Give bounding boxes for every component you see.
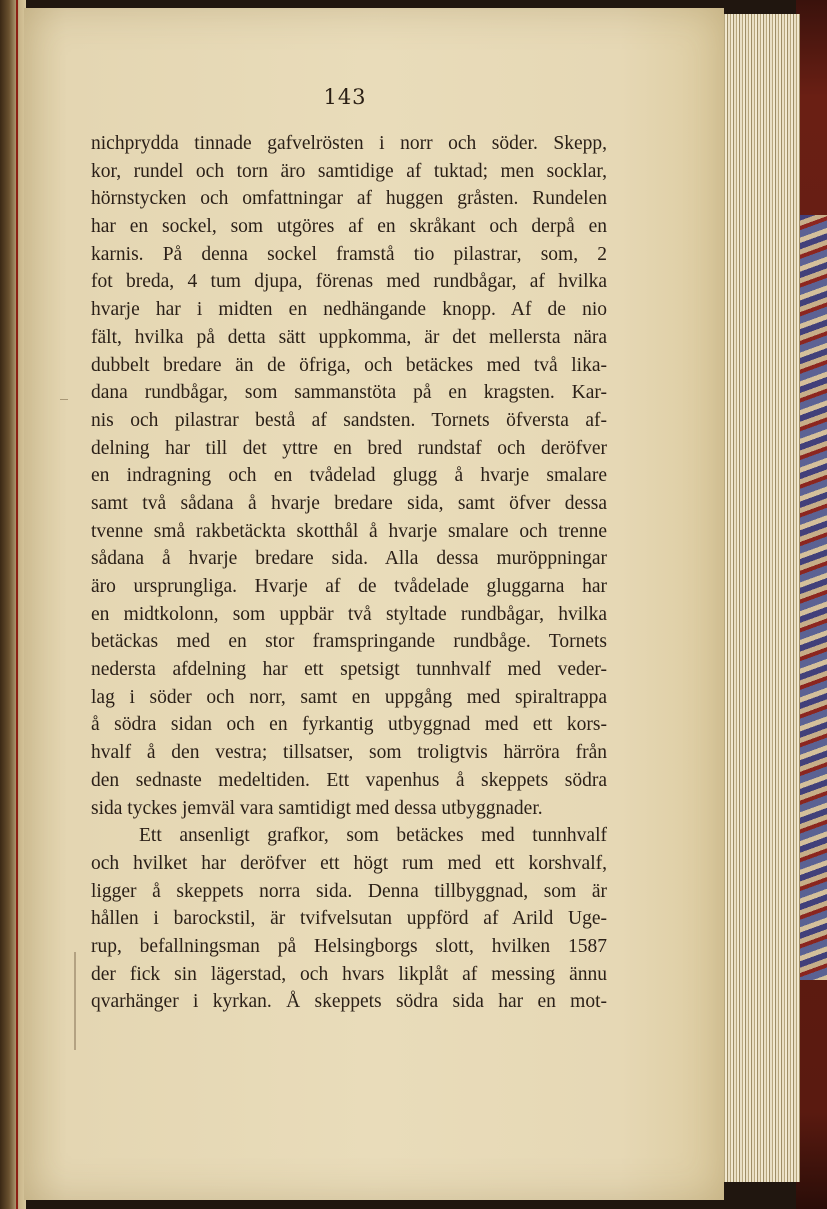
text-line: samt två sådana å hvarje bredare sida, samt öfver dessa bbox=[91, 492, 607, 514]
text-line: å södra sidan och en fyrkantig utbyggnad med ett kors- bbox=[91, 714, 607, 736]
text-line: nis och pilastrar bestå af sandsten. Tornets öfversta af- bbox=[91, 409, 607, 431]
text-line: fot breda, 4 tum djupa, förenas med rundbågar, af hvilka bbox=[91, 271, 607, 293]
text-line: och hvilket har deröfver ett högt rum med ett korshvalf, bbox=[91, 852, 607, 874]
text-line: ligger å skeppets norra sida. Denna tillbyggnad, som är bbox=[91, 880, 607, 902]
margin-mark bbox=[60, 399, 68, 400]
text-line: betäckas med en stor framspringande rundbåge. Tornets bbox=[91, 631, 607, 653]
text-line: sida tyckes jemväl vara samtidigt med dessa utbyggnader. bbox=[91, 797, 543, 819]
page-number: 143 bbox=[323, 85, 367, 109]
left-binding bbox=[0, 0, 26, 1209]
margin-line bbox=[74, 952, 76, 1050]
text-line: dana rundbågar, som sammanstöta på en kragsten. Kar- bbox=[91, 382, 607, 404]
text-line: dubbelt bredare än de öfriga, och betäckes med två lika- bbox=[91, 354, 607, 376]
text-line: sådana å hvarje bredare sida. Alla dessa muröppningar bbox=[91, 548, 607, 570]
text-line: der fick sin lägerstad, och hvars likplåt af messing ännu bbox=[91, 963, 607, 985]
text-line: hvalf å den vestra; tillsatser, som troligtvis härröra från bbox=[91, 742, 607, 764]
page-edges bbox=[722, 14, 800, 1182]
text-line: hvarje har i midten en nedhängande knopp. Af de nio bbox=[91, 299, 607, 321]
text-line: en indragning och en tvådelad glugg å hvarje smalare bbox=[91, 465, 607, 487]
text-line: nedersta afdelning har ett spetsigt tunnhvalf med veder- bbox=[91, 659, 607, 681]
marbled-edge bbox=[798, 215, 827, 980]
text-line: nichprydda tinnade gafvelrösten i norr och söder. Skepp, bbox=[91, 133, 607, 154]
text-line: qvarhänger i kyrkan. Å skeppets södra sida har en mot- bbox=[91, 991, 607, 1013]
text-line: hörnstycken och omfattningar af huggen gråsten. Rundelen bbox=[91, 188, 607, 210]
text-line: en midtkolonn, som uppbär två styltade rundbågar, hvilka bbox=[91, 603, 607, 625]
text-line: hållen i barockstil, är tvifvelsutan uppförd af Arild Uge- bbox=[91, 908, 607, 930]
text-line: den sednaste medeltiden. Ett vapenhus å skeppets södra bbox=[91, 769, 607, 791]
text-line: Ett ansenligt grafkor, som betäckes med tunnhvalf bbox=[139, 825, 607, 847]
text-line: kor, rundel och torn äro samtidige af tuktad; men socklar, bbox=[91, 160, 607, 182]
text-line: lag i söder och norr, samt en uppgång med spiraltrappa bbox=[91, 686, 607, 708]
text-line: äro ursprungliga. Hvarje af de tvådelade gluggarna har bbox=[91, 576, 607, 597]
text-line: tvenne små rakbetäckta skotthål å hvarje smalare och trenne bbox=[91, 520, 607, 542]
text-line: karnis. På denna sockel framstå tio pilastrar, som, 2 bbox=[91, 243, 607, 265]
text-line: delning har till det yttre en bred rundstaf och deröfver bbox=[91, 437, 607, 459]
text-line: rup, befallningsman på Helsingborgs slott, hvilken 1587 bbox=[91, 935, 607, 957]
body-text bbox=[91, 130, 607, 1016]
text-line: har en sockel, som utgöres af en skråkant och derpå en bbox=[91, 216, 607, 238]
binding-rule bbox=[16, 0, 18, 1209]
text-line: fält, hvilka på detta sätt uppkomma, är det mellersta nära bbox=[91, 326, 607, 348]
